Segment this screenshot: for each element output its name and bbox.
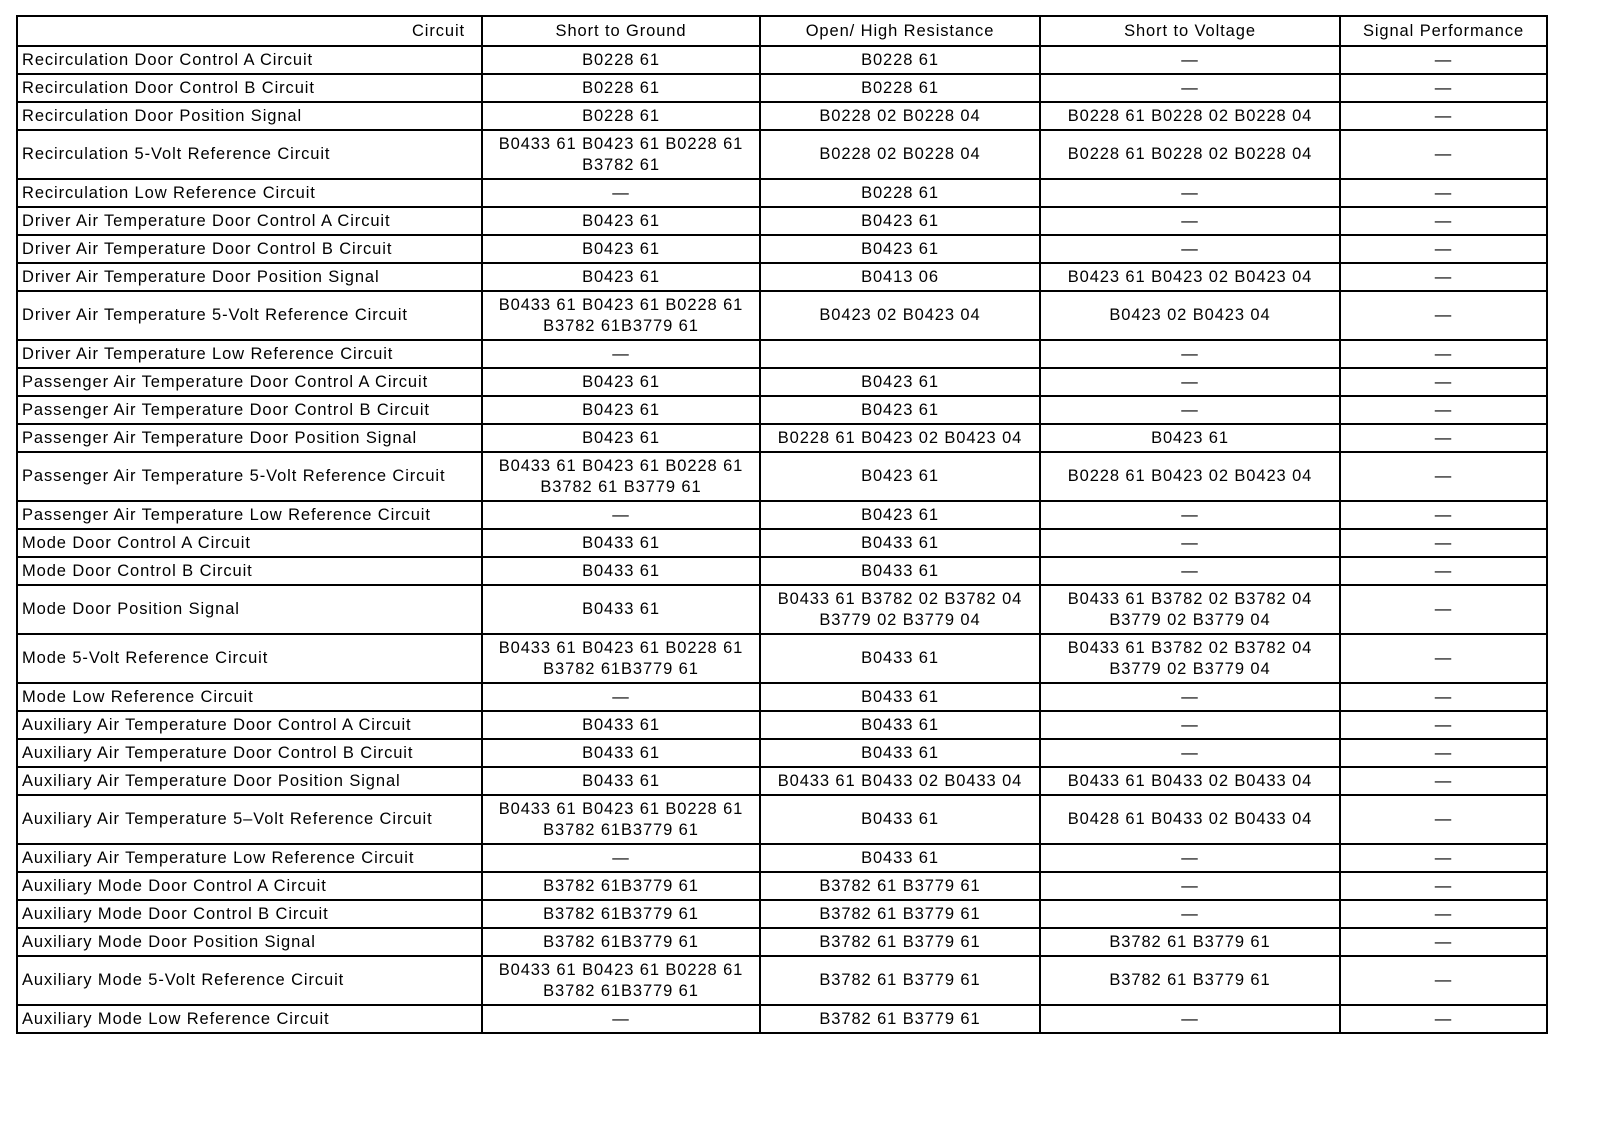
- open-high-resistance-cell: B0433 61: [760, 557, 1040, 585]
- signal-performance-cell: —: [1340, 956, 1547, 1005]
- signal-performance-cell: —: [1340, 501, 1547, 529]
- cell-line: B3779 02 B3779 04: [1109, 659, 1271, 678]
- short-to-voltage-cell: —: [1040, 1005, 1340, 1033]
- signal-performance-cell: —: [1340, 711, 1547, 739]
- open-high-resistance-cell: B0423 61: [760, 207, 1040, 235]
- short-to-ground-cell: B0423 61: [482, 396, 760, 424]
- short-to-voltage-cell: B0433 61 B0433 02 B0433 04: [1040, 767, 1340, 795]
- table-row: [17, 1005, 1547, 1033]
- short-to-voltage-cell: —: [1040, 557, 1340, 585]
- short-to-voltage-cell: B0228 61 B0228 02 B0228 04: [1040, 102, 1340, 130]
- open-high-resistance-cell: B0433 61: [760, 683, 1040, 711]
- open-high-resistance-cell: B0433 61 B0433 02 B0433 04: [760, 767, 1040, 795]
- short-to-ground-cell: B0433 61: [482, 767, 760, 795]
- short-to-ground-cell: B0228 61: [482, 46, 760, 74]
- open-high-resistance-cell: B0433 61: [760, 634, 1040, 683]
- header-circuit: Circuit: [17, 16, 482, 46]
- short-to-voltage-cell: —: [1040, 235, 1340, 263]
- table-row: [17, 235, 1547, 263]
- short-to-ground-cell: B0433 61: [482, 711, 760, 739]
- table-row: [17, 452, 1547, 501]
- open-high-resistance-cell: B0433 61: [760, 711, 1040, 739]
- short-to-voltage-cell: B0423 02 B0423 04: [1040, 291, 1340, 340]
- short-to-ground-cell: [482, 291, 760, 340]
- circuit-name-cell: Mode Door Control A Circuit: [17, 529, 482, 557]
- short-to-ground-cell: [482, 956, 760, 1005]
- circuit-name-cell: Mode Door Control B Circuit: [17, 557, 482, 585]
- short-to-voltage-cell: B3782 61 B3779 61: [1040, 928, 1340, 956]
- signal-performance-cell: —: [1340, 557, 1547, 585]
- circuit-name-cell: Auxiliary Air Temperature Door Control B Circuit: [17, 739, 482, 767]
- circuit-name-cell: Recirculation Door Control B Circuit: [17, 74, 482, 102]
- open-high-resistance-cell: [760, 340, 1040, 368]
- header-open-high-resistance: Open/ High Resistance: [760, 16, 1040, 46]
- open-high-resistance-cell: B0423 02 B0423 04: [760, 291, 1040, 340]
- signal-performance-cell: —: [1340, 634, 1547, 683]
- short-to-ground-cell: B3782 61B3779 61: [482, 900, 760, 928]
- header-short-to-voltage: Short to Voltage: [1040, 16, 1340, 46]
- table-row: [17, 739, 1547, 767]
- open-high-resistance-cell: B3782 61 B3779 61: [760, 872, 1040, 900]
- short-to-voltage-cell: —: [1040, 340, 1340, 368]
- table-row: [17, 263, 1547, 291]
- short-to-voltage-cell: —: [1040, 900, 1340, 928]
- circuit-name-cell: Auxiliary Mode Low Reference Circuit: [17, 1005, 482, 1033]
- table-row: [17, 207, 1547, 235]
- open-high-resistance-cell: B0423 61: [760, 452, 1040, 501]
- circuit-name-cell: Mode 5-Volt Reference Circuit: [17, 634, 482, 683]
- table-row: [17, 795, 1547, 844]
- table-row: [17, 130, 1547, 179]
- open-high-resistance-cell: B0433 61: [760, 739, 1040, 767]
- short-to-voltage-cell: —: [1040, 739, 1340, 767]
- signal-performance-cell: —: [1340, 46, 1547, 74]
- short-to-ground-cell: B3782 61B3779 61: [482, 928, 760, 956]
- cell-line: B0433 61 B0423 61 B0228 61: [498, 638, 744, 657]
- short-to-ground-cell: [482, 634, 760, 683]
- signal-performance-cell: —: [1340, 291, 1547, 340]
- short-to-ground-cell: B0433 61: [482, 529, 760, 557]
- table-row: [17, 396, 1547, 424]
- signal-performance-cell: —: [1340, 368, 1547, 396]
- cell-line: B0433 61 B0423 61 B0228 61: [498, 456, 744, 475]
- short-to-voltage-cell: —: [1040, 46, 1340, 74]
- cell-line: B0433 61 B0423 61 B0228 61: [498, 295, 744, 314]
- cell-line: B3782 61B3779 61: [543, 659, 699, 678]
- circuit-name-cell: Driver Air Temperature Door Control B Circuit: [17, 235, 482, 263]
- signal-performance-cell: —: [1340, 739, 1547, 767]
- table-header-row: [17, 16, 1547, 46]
- short-to-ground-cell: —: [482, 501, 760, 529]
- short-to-ground-cell: B0433 61: [482, 585, 760, 634]
- short-to-ground-cell: [482, 795, 760, 844]
- open-high-resistance-cell: B0228 02 B0228 04: [760, 102, 1040, 130]
- short-to-ground-cell: —: [482, 844, 760, 872]
- short-to-ground-cell: B3782 61B3779 61: [482, 872, 760, 900]
- signal-performance-cell: —: [1340, 872, 1547, 900]
- table-row: [17, 683, 1547, 711]
- short-to-ground-cell: —: [482, 179, 760, 207]
- signal-performance-cell: —: [1340, 585, 1547, 634]
- short-to-voltage-cell: B0423 61 B0423 02 B0423 04: [1040, 263, 1340, 291]
- short-to-voltage-cell: —: [1040, 711, 1340, 739]
- circuit-name-cell: Recirculation Low Reference Circuit: [17, 179, 482, 207]
- circuit-name-cell: Auxiliary Mode 5-Volt Reference Circuit: [17, 956, 482, 1005]
- circuit-name-cell: Auxiliary Mode Door Control A Circuit: [17, 872, 482, 900]
- short-to-voltage-cell: —: [1040, 872, 1340, 900]
- header-signal-performance: Signal Performance: [1340, 16, 1547, 46]
- cell-line: B0433 61 B0423 61 B0228 61: [498, 960, 744, 979]
- table-row: [17, 872, 1547, 900]
- open-high-resistance-cell: B0423 61: [760, 396, 1040, 424]
- table-row: [17, 767, 1547, 795]
- short-to-voltage-cell: —: [1040, 396, 1340, 424]
- table-row: [17, 501, 1547, 529]
- short-to-voltage-cell: —: [1040, 501, 1340, 529]
- table-row: [17, 424, 1547, 452]
- signal-performance-cell: —: [1340, 340, 1547, 368]
- short-to-voltage-cell: B0228 61 B0228 02 B0228 04: [1040, 130, 1340, 179]
- table-row: [17, 900, 1547, 928]
- table-row: [17, 711, 1547, 739]
- circuit-name-cell: Driver Air Temperature Door Control A Circuit: [17, 207, 482, 235]
- short-to-ground-cell: [482, 130, 760, 179]
- short-to-voltage-cell: B0428 61 B0433 02 B0433 04: [1040, 795, 1340, 844]
- table-row: [17, 46, 1547, 74]
- circuit-name-cell: Auxiliary Mode Door Position Signal: [17, 928, 482, 956]
- table-row: [17, 368, 1547, 396]
- table-row: [17, 634, 1547, 683]
- short-to-ground-cell: [482, 452, 760, 501]
- circuit-name-cell: Mode Low Reference Circuit: [17, 683, 482, 711]
- table-row: [17, 179, 1547, 207]
- signal-performance-cell: —: [1340, 235, 1547, 263]
- cell-line: B3782 61B3779 61: [543, 820, 699, 839]
- cell-line: B3779 02 B3779 04: [1109, 610, 1271, 629]
- circuit-name-cell: Passenger Air Temperature 5-Volt Reference Circuit: [17, 452, 482, 501]
- short-to-voltage-cell: B0228 61 B0423 02 B0423 04: [1040, 452, 1340, 501]
- cell-line: B3779 02 B3779 04: [819, 610, 981, 629]
- circuit-name-cell: Driver Air Temperature 5-Volt Reference Circuit: [17, 291, 482, 340]
- signal-performance-cell: —: [1340, 207, 1547, 235]
- short-to-ground-cell: B0433 61: [482, 739, 760, 767]
- circuit-name-cell: Driver Air Temperature Door Position Signal: [17, 263, 482, 291]
- short-to-voltage-cell: —: [1040, 179, 1340, 207]
- open-high-resistance-cell: B3782 61 B3779 61: [760, 956, 1040, 1005]
- short-to-voltage-cell: B3782 61 B3779 61: [1040, 956, 1340, 1005]
- table-row: [17, 585, 1547, 634]
- signal-performance-cell: —: [1340, 1005, 1547, 1033]
- table-row: [17, 291, 1547, 340]
- circuit-name-cell: Auxiliary Air Temperature Low Reference Circuit: [17, 844, 482, 872]
- header-short-to-ground: Short to Ground: [482, 16, 760, 46]
- signal-performance-cell: —: [1340, 844, 1547, 872]
- open-high-resistance-cell: B0228 61: [760, 46, 1040, 74]
- open-high-resistance-cell: B0423 61: [760, 368, 1040, 396]
- short-to-ground-cell: B0423 61: [482, 263, 760, 291]
- cell-line: B0433 61 B3782 02 B3782 04: [1067, 638, 1313, 657]
- table-row: [17, 102, 1547, 130]
- signal-performance-cell: —: [1340, 795, 1547, 844]
- table-row: [17, 844, 1547, 872]
- open-high-resistance-cell: B0228 61: [760, 74, 1040, 102]
- short-to-ground-cell: B0423 61: [482, 368, 760, 396]
- short-to-voltage-cell: —: [1040, 683, 1340, 711]
- short-to-ground-cell: B0423 61: [482, 424, 760, 452]
- short-to-ground-cell: B0228 61: [482, 102, 760, 130]
- table-row: [17, 529, 1547, 557]
- signal-performance-cell: —: [1340, 102, 1547, 130]
- short-to-voltage-cell: —: [1040, 844, 1340, 872]
- short-to-ground-cell: B0228 61: [482, 74, 760, 102]
- short-to-voltage-cell: —: [1040, 207, 1340, 235]
- circuit-name-cell: Auxiliary Air Temperature 5–Volt Reference Circuit: [17, 795, 482, 844]
- short-to-voltage-cell: [1040, 634, 1340, 683]
- cell-line: B0433 61 B3782 02 B3782 04: [1067, 589, 1313, 608]
- circuit-name-cell: Passenger Air Temperature Low Reference Circuit: [17, 501, 482, 529]
- signal-performance-cell: —: [1340, 529, 1547, 557]
- circuit-name-cell: Recirculation Door Position Signal: [17, 102, 482, 130]
- table-body: [17, 46, 1547, 1033]
- circuit-name-cell: Recirculation Door Control A Circuit: [17, 46, 482, 74]
- signal-performance-cell: —: [1340, 928, 1547, 956]
- open-high-resistance-cell: B0433 61: [760, 844, 1040, 872]
- short-to-voltage-cell: B0423 61: [1040, 424, 1340, 452]
- open-high-resistance-cell: B0433 61: [760, 795, 1040, 844]
- open-high-resistance-cell: B3782 61 B3779 61: [760, 1005, 1040, 1033]
- table-row: [17, 928, 1547, 956]
- short-to-ground-cell: B0433 61: [482, 557, 760, 585]
- cell-line: B0433 61 B0423 61 B0228 61: [498, 799, 744, 818]
- signal-performance-cell: —: [1340, 452, 1547, 501]
- circuit-name-cell: Recirculation 5-Volt Reference Circuit: [17, 130, 482, 179]
- open-high-resistance-cell: B0423 61: [760, 235, 1040, 263]
- short-to-voltage-cell: —: [1040, 368, 1340, 396]
- signal-performance-cell: —: [1340, 683, 1547, 711]
- cell-line: B0433 61 B3782 02 B3782 04: [777, 589, 1023, 608]
- open-high-resistance-cell: B3782 61 B3779 61: [760, 900, 1040, 928]
- short-to-voltage-cell: —: [1040, 74, 1340, 102]
- open-high-resistance-cell: [760, 585, 1040, 634]
- signal-performance-cell: —: [1340, 396, 1547, 424]
- short-to-ground-cell: —: [482, 683, 760, 711]
- table-row: [17, 74, 1547, 102]
- signal-performance-cell: —: [1340, 179, 1547, 207]
- circuit-name-cell: Passenger Air Temperature Door Control A Circuit: [17, 368, 482, 396]
- circuit-name-cell: Passenger Air Temperature Door Position Signal: [17, 424, 482, 452]
- signal-performance-cell: —: [1340, 424, 1547, 452]
- short-to-voltage-cell: —: [1040, 529, 1340, 557]
- signal-performance-cell: —: [1340, 263, 1547, 291]
- circuit-name-cell: Auxiliary Mode Door Control B Circuit: [17, 900, 482, 928]
- circuit-name-cell: Driver Air Temperature Low Reference Circuit: [17, 340, 482, 368]
- short-to-ground-cell: B0423 61: [482, 207, 760, 235]
- open-high-resistance-cell: B0413 06: [760, 263, 1040, 291]
- cell-line: B3782 61B3779 61: [543, 316, 699, 335]
- open-high-resistance-cell: B0228 61 B0423 02 B0423 04: [760, 424, 1040, 452]
- short-to-voltage-cell: [1040, 585, 1340, 634]
- cell-line: B0433 61 B0423 61 B0228 61: [498, 134, 744, 153]
- cell-line: B3782 61B3779 61: [543, 981, 699, 1000]
- table-row: [17, 557, 1547, 585]
- circuit-name-cell: Auxiliary Air Temperature Door Control A Circuit: [17, 711, 482, 739]
- table-row: [17, 340, 1547, 368]
- short-to-ground-cell: —: [482, 1005, 760, 1033]
- signal-performance-cell: —: [1340, 74, 1547, 102]
- cell-line: B3782 61: [582, 155, 660, 174]
- open-high-resistance-cell: B3782 61 B3779 61: [760, 928, 1040, 956]
- open-high-resistance-cell: B0433 61: [760, 529, 1040, 557]
- circuit-name-cell: Mode Door Position Signal: [17, 585, 482, 634]
- circuit-name-cell: Passenger Air Temperature Door Control B Circuit: [17, 396, 482, 424]
- open-high-resistance-cell: B0228 61: [760, 179, 1040, 207]
- open-high-resistance-cell: B0423 61: [760, 501, 1040, 529]
- table-row: [17, 956, 1547, 1005]
- short-to-ground-cell: B0423 61: [482, 235, 760, 263]
- signal-performance-cell: —: [1340, 130, 1547, 179]
- cell-line: B3782 61 B3779 61: [540, 477, 702, 496]
- signal-performance-cell: —: [1340, 900, 1547, 928]
- circuit-name-cell: Auxiliary Air Temperature Door Position Signal: [17, 767, 482, 795]
- open-high-resistance-cell: B0228 02 B0228 04: [760, 130, 1040, 179]
- short-to-ground-cell: —: [482, 340, 760, 368]
- signal-performance-cell: —: [1340, 767, 1547, 795]
- dtc-circuit-table: [16, 15, 1548, 1034]
